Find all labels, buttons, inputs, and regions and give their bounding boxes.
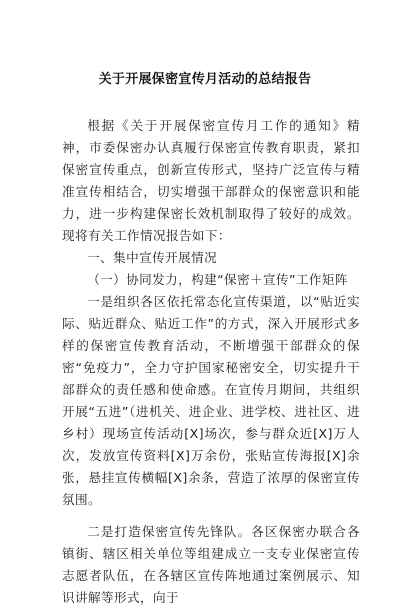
section-heading: 一、集中宣传开展情况: [87, 250, 218, 265]
intro-paragraph: 根据《关于开展保密宣传月工作的通知》精神，市委保密办认真履行保密宣传教育职责，紧扣保密宣传重点，创新宣传形式，坚持广泛宣传与精准宣传相结合，切实增强干部群众的保密意识和能力，进一步构建保密长效机制取得了较好的成效。现将有关工作情况报告如下：: [62, 118, 360, 243]
document-body: [62, 115, 360, 609]
body-paragraph: 二是打造保密宣传先锋队。各区保密办联合各镇街、辖区相关单位等组建成立一支专业保密宣传志愿者队伍，在各辖区宣传阵地通过案例展示、知识讲解等形式，向于: [62, 524, 360, 605]
body-paragraph: 一是组织各区依托常态化宣传渠道，以“贴近实际、贴近群众、贴近工作”的方式，深入开展形式多样的保密宣传教育活动，不断增强干部群众的保密“免疫力”，全力守护国家秘密安全，切实提升干部群众的责任感和使命感。在宣传月期间，共组织开展“五进”（进机关、进企业、进学校、进社区、进乡村）现场宣传活动[X]场次，参与群众近[X]万人次，发放宣传资料[X]万余份，张贴宣传海报[X]余张，悬挂宣传横幅[X]余条，营造了浓厚的保密宣传氛围。: [62, 294, 360, 507]
subsection-heading: （一）协同发力，构建“保密＋宣传”工作矩阵: [87, 272, 348, 287]
document-title: 关于开展保密宣传月活动的总结报告: [98, 72, 312, 87]
